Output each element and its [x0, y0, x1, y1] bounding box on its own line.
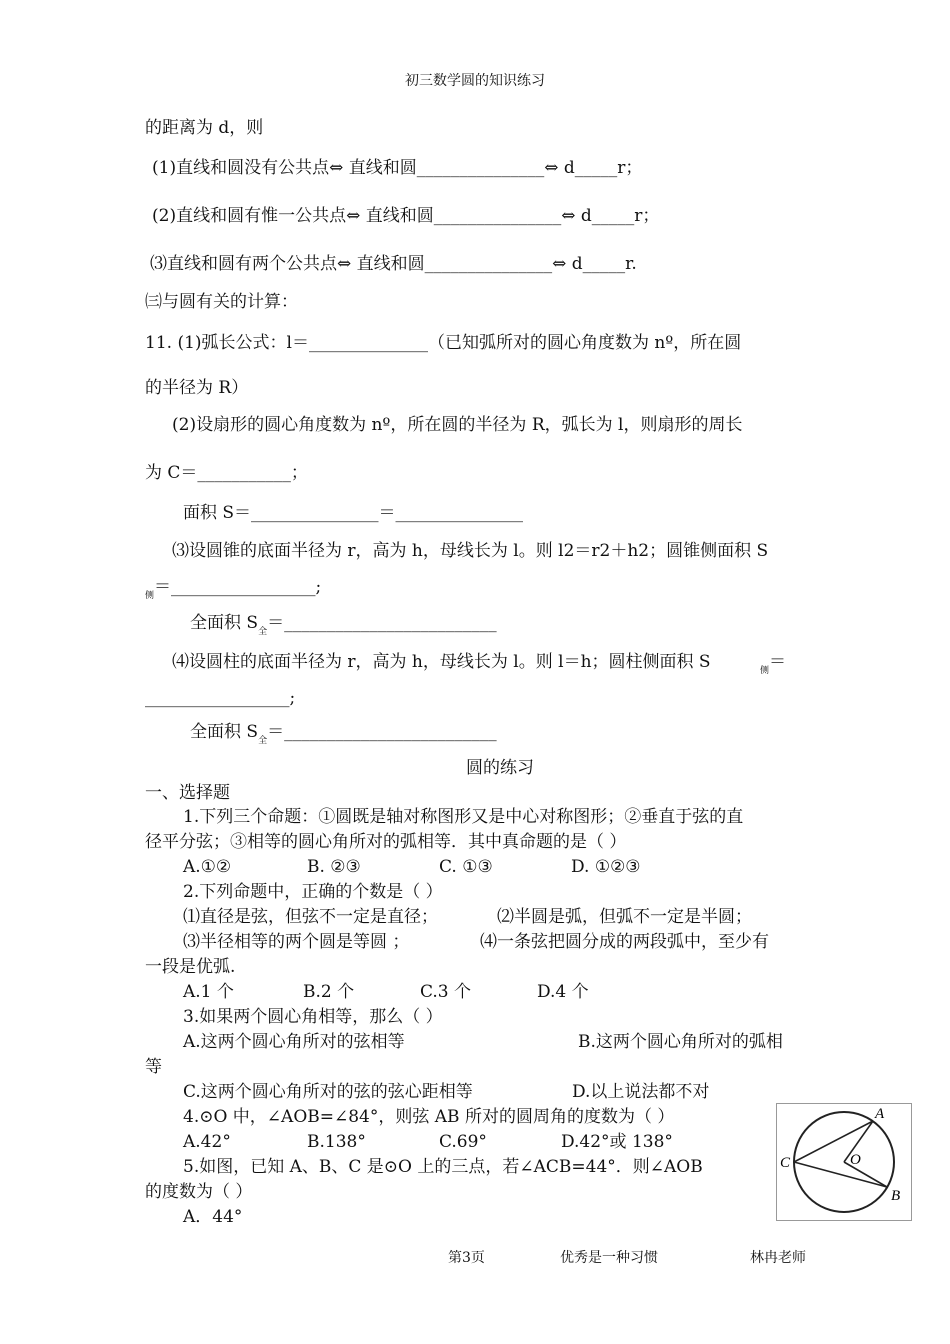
- circle-diagram: [777, 1104, 911, 1220]
- option: B.这两个圆心角所对的弧相: [578, 1032, 783, 1052]
- text-line: 面积 S＝_______________＝_______________: [183, 503, 524, 523]
- section-heading: ㈢与圆有关的计算：: [145, 292, 298, 312]
- option: D. ①②③: [571, 857, 641, 877]
- text-span: ⑷设圆柱的底面半径为 r，高为 h，母线长为 l。则 l＝h；圆柱侧面积 S: [172, 652, 711, 672]
- chord-ca: [794, 1121, 873, 1162]
- option: A.这两个圆心角所对的弦相等: [183, 1032, 405, 1052]
- option: D.以上说法都不对: [572, 1082, 710, 1102]
- option: C.3 个: [420, 982, 472, 1002]
- option: A．44°: [183, 1207, 243, 1227]
- subscript: 侧: [145, 591, 155, 601]
- option: B.2 个: [303, 982, 355, 1002]
- text-line: [172, 651, 711, 673]
- text-span: 全面积 S: [190, 613, 259, 633]
- text-span: ＝: [769, 652, 787, 672]
- subscript: 全: [258, 627, 268, 637]
- page-header: 初三数学圆的知识练习: [405, 73, 545, 89]
- question-text: 的度数为（ ）: [145, 1182, 253, 1202]
- subscript: 侧: [760, 666, 770, 676]
- text-line: [760, 651, 786, 682]
- text-line: _________________;: [145, 688, 296, 708]
- chord-cb: [794, 1162, 887, 1187]
- question-text: ⑴直径是弦，但弦不一定是直径；: [183, 907, 438, 927]
- text-line: [145, 576, 321, 607]
- label-o: O: [850, 1152, 861, 1168]
- label-a: A: [875, 1106, 885, 1122]
- question-text: 5.如图，已知 A、B、C 是⊙O 上的三点，若∠ACB=44°．则∠AOB: [183, 1157, 703, 1177]
- footer-motto: 优秀是一种习惯: [560, 1250, 658, 1266]
- text-line: [190, 612, 497, 643]
- text-line: [190, 721, 497, 752]
- option: B.138°: [307, 1132, 366, 1152]
- question-text: 4.⊙O 中，∠AOB=∠84°，则弦 AB 所对的圆周角的度数为（ ）: [183, 1107, 675, 1127]
- option: C.69°: [439, 1132, 487, 1152]
- question-text: 3.如果两个圆心角相等，那么（ ）: [183, 1007, 443, 1027]
- text-line: ⑶直线和圆有两个公共点⇔ 直线和圆_______________⇔ d_____r.: [150, 254, 637, 274]
- label-b: B: [891, 1188, 901, 1204]
- text-line: ⑶设圆锥的底面半径为 r，高为 h，母线长为 l。则 l2＝r2＋h2；圆锥侧面积 S: [172, 541, 769, 561]
- text-span: 全面积 S: [190, 722, 259, 742]
- question-text: 2.下列命题中，正确的个数是（ ）: [183, 882, 443, 902]
- text-span: ＝_________________;: [154, 577, 322, 597]
- option: A.①②: [183, 857, 232, 877]
- footer-teacher: 林冉老师: [750, 1250, 806, 1266]
- option: A.42°: [183, 1132, 231, 1152]
- footer-page: 第3页: [448, 1250, 485, 1266]
- text-line: 11. (1)弧长公式：l＝______________（已知弧所对的圆心角度数为 nº，所在圆: [145, 333, 742, 353]
- text-line: (2)设扇形的圆心角度数为 nº，所在圆的半径为 R，弧长为 l，则扇形的周长: [172, 415, 743, 435]
- subscript: 全: [258, 736, 268, 746]
- text-line: 的半径为 R）: [145, 378, 249, 398]
- option: D.42°或 138°: [561, 1132, 673, 1152]
- question-text: 一段是优弧.: [145, 957, 236, 977]
- text-line: 的距离为 d，则: [145, 118, 264, 138]
- option: A.1 个: [183, 982, 234, 1002]
- text-line: (2)直线和圆有惟一公共点⇔ 直线和圆_______________⇔ d_____r；: [152, 206, 660, 226]
- exercise-title: 圆的练习: [466, 758, 534, 778]
- question-text: ⑶半径相等的两个圆是等圆 ；: [183, 932, 410, 952]
- question-text: 1.下列三个命题：①圆既是轴对称图形又是中心对称图形；②垂直于弦的直: [183, 807, 744, 827]
- option: 等: [145, 1057, 162, 1077]
- option: C.这两个圆心角所对的弦的弦心距相等: [183, 1082, 473, 1102]
- label-c: C: [780, 1155, 791, 1171]
- text-line: 为 C＝___________；: [145, 463, 308, 483]
- circle-figure: [776, 1103, 912, 1221]
- option: C. ①③: [439, 857, 493, 877]
- question-text: ⑷一条弦把圆分成的两段弧中，至少有: [480, 932, 769, 952]
- section-heading: 一、选择题: [145, 783, 230, 803]
- option: D.4 个: [537, 982, 589, 1002]
- question-text: 径平分弦；③相等的圆心角所对的弧相等．其中真命题的是（ ）: [145, 832, 627, 852]
- text-span: ＝_________________________: [267, 613, 497, 633]
- question-text: ⑵半圆是弧，但弧不一定是半圆；: [497, 907, 752, 927]
- option: B. ②③: [307, 857, 361, 877]
- text-line: (1)直线和圆没有公共点⇔ 直线和圆_______________⇔ d_____r；: [152, 158, 643, 178]
- text-span: ＝_________________________: [267, 722, 497, 742]
